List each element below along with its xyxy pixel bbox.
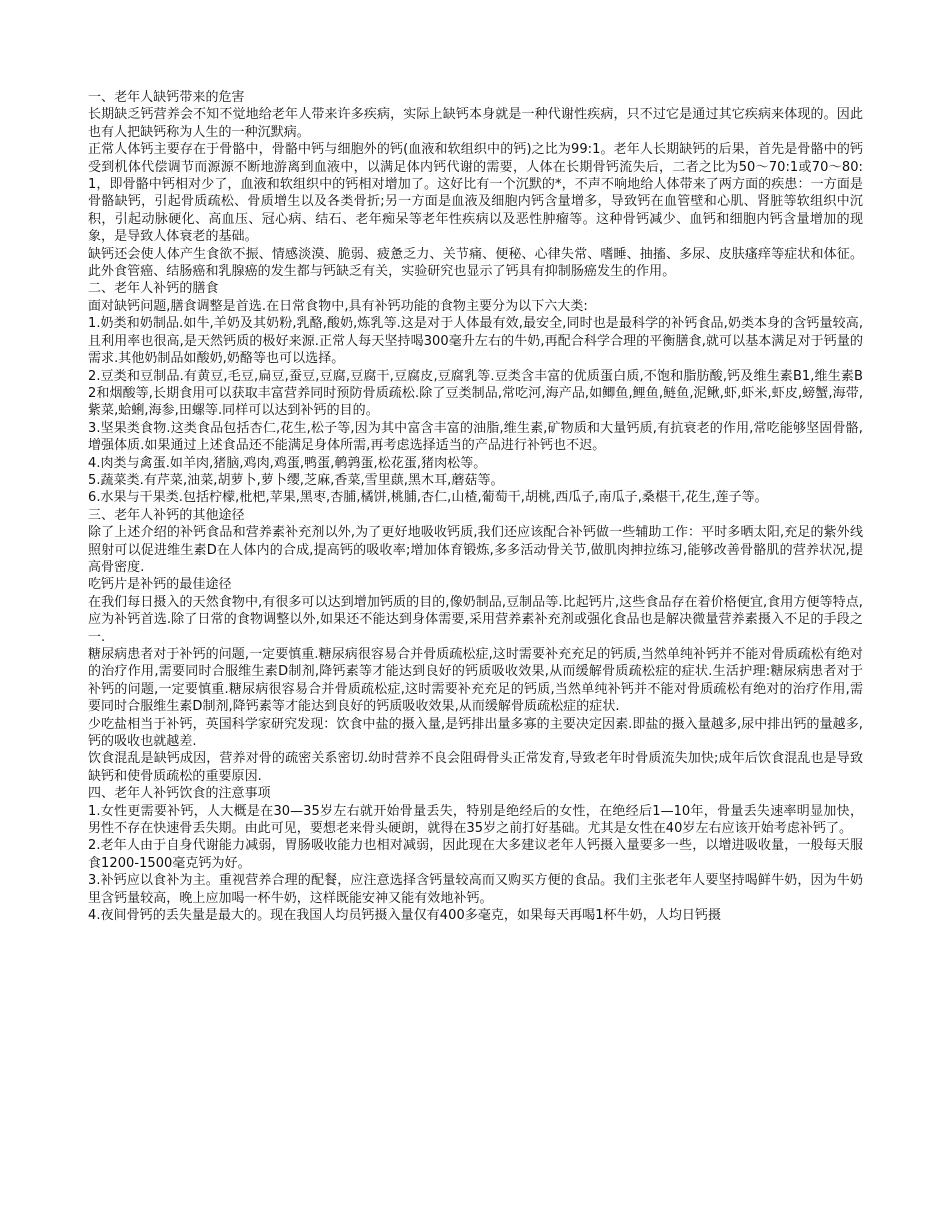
paragraph: 正常人体钙主要存在于骨骼中，骨骼中钙与细胞外的钙(血液和软组织中的钙)之比为99:1。老年人长期缺钙的后果，首先是骨骼中的钙受到机体代偿调节而源源不断地游离到血液中，以满足体内钙代谢的需要，人体在长期骨钙流失后，二者之比为50～70:1或70～80:1，即骨骼中钙相对少了，血液和软组织中的钙相对增加了。这好比有一个沉默的*，不声不响地给人体带来了两方面的疾患：一方面是骨骼缺钙，引起骨质疏松、骨质增生以及各类骨折;另一方面是血液及细胞内钙含量增多，导致钙在血管壁和心肌、肾脏等软组织中沉积，引起动脉硬化、高血压、冠心病、结石、老年痴呆等老年性疾病以及恶性肿瘤等。这种骨钙减少、血钙和细胞内钙含量增加的现象，是导致人体衰老的基础。 xyxy=(88,142,863,245)
document-page xyxy=(88,89,863,925)
list-item: 5.蔬菜类.有芹菜,油菜,胡萝卜,萝卜缨,芝麻,香菜,雪里蕻,黑木耳,蘑菇等。 xyxy=(88,472,504,488)
heading-section-4: 四、老年人补钙饮食的注意事项 xyxy=(88,786,271,802)
paragraph: 少吃盐相当于补钙，英国科学家研究发现：饮食中盐的摄入量,是钙排出量多寡的主要决定因素.即盐的摄入量越多,尿中排出钙的量越多,钙的吸收也就越差. xyxy=(88,716,863,750)
heading-section-1: 一、老年人缺钙带来的危害 xyxy=(88,90,245,105)
paragraph: 长期缺乏钙营养会不知不觉地给老年人带来许多疾病，实际上缺钙本身就是一种代谢性疾病，只不过它是通过其它疾病来体现的。因此也有人把缺钙称为人生的一种沉默病。 xyxy=(88,107,863,140)
list-item: 4.肉类与禽蛋.如羊肉,猪脑,鸡肉,鸡蛋,鸭蛋,鹌鹑蛋,松花蛋,猪肉松等。 xyxy=(88,455,487,471)
list-item: 1.女性更需要补钙，人大概是在30—35岁左右就开始骨量丢失，特别是绝经后的女性，在绝经后1—10年，骨量丢失速率明显加快，男性不存在快速骨丢失期。由此可见，要想老来骨头硬朗，就得在35岁之前打好基础。尤其是女性在40岁左右应该开始考虑补钙了。 xyxy=(88,803,863,837)
list-item: 2.老年人由于自身代谢能力减弱，胃肠吸收能力也相对减弱，因此现在大多建议老年人钙摄入量要多一些，以增进吸收量，一般每天服食1200-1500毫克钙为好。 xyxy=(88,838,863,871)
paragraph: 在我们每日摄入的天然食物中,有很多可以达到增加钙质的目的,像奶制品,豆制品等.比起钙片,这些食品存在着价格便宜,食用方便等特点,应为补钙首选.除了日常的食物调整以外,如果还不能达到身体需要,采用营养素补充剂或强化食品也是解决微量营养素摄入不足的手段之一. xyxy=(88,594,863,645)
paragraph: 糖尿病患者对于补钙的问题,一定要慎重.糖尿病很容易合并骨质疏松症,这时需要补充充足的钙质,当然单纯补钙并不能对骨质疏松有绝对的治疗作用,需要同时合服维生素D制剂,降钙素等才能达到良好的钙质吸收效果,从而缓解骨质疏松症的症状.生活护理:糖尿病患者对于补钙的问题,一定要慎重.糖尿病很容易合并骨质疏松症,这时需要补充充足的钙质,当然单纯补钙并不能对骨质疏松有绝对的治疗作用,需要同时合服维生素D制剂,降钙素等才能达到良好的钙质吸收效果,从而缓解骨质疏松症的症状. xyxy=(88,647,863,715)
list-item: 2.豆类和豆制品.有黄豆,毛豆,扁豆,蚕豆,豆腐,豆腐干,豆腐皮,豆腐乳等.豆类含丰富的优质蛋白质,不饱和脂肪酸,钙及维生素B1,维生素B2和烟酸等,长期食用可以获取丰富营养同时预防骨质疏松.除了豆类制品,常吃河,海产品,如鲫鱼,鲤鱼,鲢鱼,泥鳅,虾,虾米,虾皮,螃蟹,海带,紫菜,蛤蜊,海参,田螺等.同样可以达到补钙的目的。 xyxy=(88,368,863,419)
list-item: 6.水果与干果类.包括柠檬,枇杷,苹果,黑枣,杏脯,橘饼,桃脯,杏仁,山楂,葡萄干,胡桃,西瓜子,南瓜子,桑椹干,花生,莲子等。 xyxy=(88,490,768,506)
list-item: 1.奶类和奶制品.如牛,羊奶及其奶粉,乳酪,酸奶,炼乳等.这是对于人体最有效,最安全,同时也是最科学的补钙食品,奶类本身的含钙量较高,且利用率也很高,是天然钙质的极好来源.正常人每天坚持喝300毫升左右的牛奶,再配合科学合理的平衡膳食,就可以基本满足对于钙量的需求.其他奶制品如酸奶,奶酪等也可以选择。 xyxy=(88,316,863,367)
paragraph: 面对缺钙问题,膳食调整是首选.在日常食物中,具有补钙功能的食物主要分为以下六大类: xyxy=(88,298,588,314)
paragraph: 缺钙还会使人体产生食欲不振、情感淡漠、脆弱、疲惫乏力、关节痛、便秘、心律失常、嗜睡、抽搐、多尿、皮肤瘙痒等症状和体征。此外食管癌、结肠癌和乳腺癌的发生都与钙缺乏有关，实验研究也显示了钙具有抑制肠癌发生的作用。 xyxy=(88,246,863,280)
heading-section-2: 二、老年人补钙的膳食 xyxy=(88,281,219,297)
list-item: 4.夜间骨钙的丢失量是最大的。现在我国人均员钙摄入量仅有400多毫克，如果每天再喝1杯牛奶，人均日钙摄 xyxy=(88,908,722,924)
heading-section-3: 三、老年人补钙的其他途径 xyxy=(88,507,245,523)
paragraph: 除了上述介绍的补钙食品和营养素补充剂以外,为了更好地吸收钙质,我们还应该配合补钙做一些辅助工作：平时多晒太阳,充足的紫外线照射可以促进维生素D在人体内的合成,提高钙的吸收率;增加体育锻炼,多多活动骨关节,做肌肉抻拉练习,能够改善骨骼肌的营养状况,提高骨密度. xyxy=(88,525,863,575)
list-item: 3.坚果类食物.这类食品包括杏仁,花生,松子等,因为其中富含丰富的油脂,维生素,矿物质和大量钙质,有抗衰老的作用,常吃能够坚固骨骼,增强体质.如果通过上述食品还不能满足身体所需,再考虑选择适当的产品进行补钙也不迟。 xyxy=(88,420,863,454)
subheading: 吃钙片是补钙的最佳途径 xyxy=(88,577,232,593)
list-item: 3.补钙应以食补为主。重视营养合理的配餐，应注意选择含钙量较高而又购买方便的食品。我们主张老年人要坚持喝鲜牛奶，因为牛奶里含钙量较高，晚上应加喝一杯牛奶，这样既能安神又能有效地补钙。 xyxy=(88,873,863,906)
paragraph: 饮食混乱是缺钙成因，营养对骨的疏密关系密切.幼时营养不良会阻碍骨头正常发育,导致老年时骨质流失加快;成年后饮食混乱也是导致缺钙和使骨质疏松的重要原因. xyxy=(88,751,863,784)
